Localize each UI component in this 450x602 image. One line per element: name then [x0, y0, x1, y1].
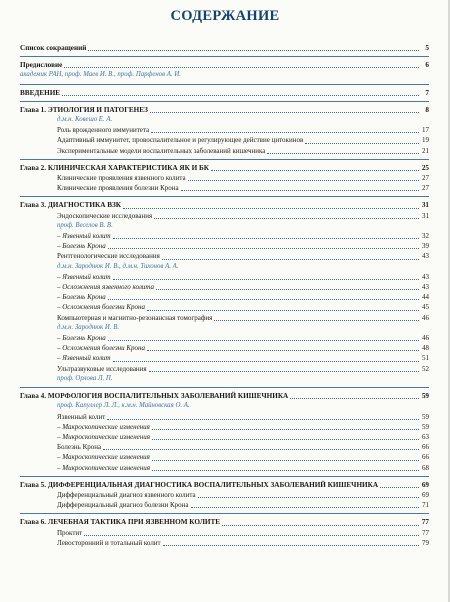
- page-number: 17: [422, 126, 429, 135]
- author-credit: проф. Капуллер Л. Л., к.м.н. Майновская О. А.: [57, 402, 190, 410]
- toc-section-front: [20, 84, 429, 101]
- chapter-heading[interactable]: [20, 391, 429, 401]
- page-number: 68: [422, 463, 429, 472]
- dot-leader: [163, 544, 419, 546]
- page-number: 63: [422, 432, 429, 441]
- entry-title: Рентгенологические исследования: [57, 252, 160, 261]
- entry-title: – Микроскопические изменения: [57, 432, 150, 441]
- page-number: 45: [422, 303, 429, 312]
- toc-subentry[interactable]: [20, 333, 429, 343]
- toc-entry[interactable]: [20, 135, 429, 145]
- toc-subentry[interactable]: [20, 241, 429, 251]
- entry-title: Адаптивный иммунитет, провоспалительное и регулирующее действие цитокинов: [57, 136, 304, 145]
- toc-subentry[interactable]: [20, 282, 429, 292]
- dot-leader: [151, 131, 419, 133]
- dot-leader: [152, 459, 419, 461]
- entry-title: Список сокращений: [20, 44, 87, 52]
- dot-leader: [191, 506, 419, 508]
- toc-entry[interactable]: [20, 538, 429, 548]
- entry-title: Клинические проявления язвенного колита: [57, 174, 186, 183]
- toc-chapter: [20, 159, 429, 197]
- entry-title: Дифференциальный диагноз болезни Крона: [57, 501, 189, 510]
- page-number: 19: [422, 136, 429, 145]
- dot-leader: [62, 94, 419, 96]
- page-number: 71: [422, 501, 429, 510]
- dot-leader: [84, 534, 419, 536]
- dot-leader: [198, 496, 419, 498]
- toc-subentry[interactable]: [20, 343, 429, 353]
- toc-subentry[interactable]: [20, 463, 429, 473]
- toc-chapter: [20, 387, 429, 476]
- toc-subentry[interactable]: [20, 422, 429, 432]
- chapter-title: Глава 6. ЛЕЧЕБНАЯ ТАКТИКА ПРИ ЯЗВЕННОМ КОЛИТЕ: [20, 518, 221, 527]
- chapter-heading[interactable]: [20, 200, 429, 210]
- page-number: 27: [422, 174, 429, 183]
- entry-title: – Осложнения болезни Крона: [57, 344, 146, 353]
- entry-title: – Микроскопические изменения: [57, 463, 150, 472]
- toc-chapter: [20, 476, 429, 514]
- dot-leader: [156, 288, 419, 290]
- toc-subentry[interactable]: [20, 292, 429, 302]
- dot-leader: [113, 278, 419, 280]
- toc-entry[interactable]: [20, 313, 429, 323]
- page-number: 66: [422, 443, 429, 452]
- chapter-title: Глава 1. ЭТИОЛОГИЯ И ПАТОГЕНЕЗ: [20, 105, 148, 114]
- entry-title: Эндоскопические исследования: [57, 211, 153, 220]
- dot-leader: [147, 309, 419, 311]
- page-number: 79: [422, 538, 429, 547]
- page-number: 21: [422, 146, 429, 155]
- dot-leader: [152, 428, 419, 430]
- toc-entry[interactable]: [20, 442, 429, 452]
- dot-leader: [64, 66, 419, 68]
- toc-entry[interactable]: [20, 125, 429, 135]
- chapter-title: Глава 2. КЛИНИЧЕСКАЯ ХАРАКТЕРИСТИКА ЯК И БК: [20, 163, 209, 172]
- page-title: СОДЕРЖАНИЕ: [170, 8, 280, 24]
- page-number: 48: [422, 344, 429, 353]
- toc-entry[interactable]: [20, 500, 429, 510]
- dot-leader: [108, 339, 419, 341]
- entry-title: – Макроскопические изменения: [57, 422, 150, 431]
- toc-entry[interactable]: [20, 364, 429, 374]
- author-credit: д.м.н. Зароднюк И. В., д.м.н. Тихонов А. А.: [57, 262, 179, 270]
- entry-title: Экспериментальные модели воспалительных заболеваний кишечника: [57, 146, 266, 155]
- dot-leader: [113, 360, 419, 362]
- table-of-contents: [20, 40, 429, 551]
- chapter-heading[interactable]: [20, 163, 429, 173]
- author-credit: д.м.н. Ковешо Е. А.: [57, 116, 113, 124]
- toc-subentry[interactable]: [20, 353, 429, 363]
- chapter-heading[interactable]: [20, 480, 429, 490]
- entry-title: – Язвенный колит: [57, 354, 111, 363]
- page-number: 27: [422, 184, 429, 193]
- entry-title: Дифференциальный диагноз язвенного колита: [57, 490, 196, 499]
- dot-leader: [267, 152, 419, 154]
- dot-leader: [290, 397, 419, 399]
- page-number: 59: [421, 392, 429, 401]
- entry-title: ВВЕДЕНИЕ: [20, 88, 61, 97]
- page-number: 46: [422, 334, 429, 343]
- toc-entry[interactable]: [20, 211, 429, 221]
- entry-title: Проктит: [57, 528, 83, 537]
- chapter-heading[interactable]: [20, 517, 429, 527]
- dot-leader: [103, 448, 419, 450]
- dot-leader: [88, 49, 419, 51]
- toc-entry[interactable]: [20, 251, 429, 261]
- chapter-heading[interactable]: [20, 105, 429, 115]
- page-number: 8: [425, 105, 429, 114]
- toc-chapter: [20, 196, 429, 387]
- page-number: 44: [422, 293, 429, 302]
- page-number: 59: [422, 412, 429, 421]
- entry-title: – Язвенный колит: [57, 272, 111, 281]
- entry-title: – Осложнения язвенного колита: [57, 283, 155, 292]
- dot-leader: [108, 247, 419, 249]
- page-number: 66: [422, 453, 429, 462]
- entry-title: – Болезнь Крона: [57, 242, 106, 251]
- entry-title: Клинические проявления болезни Крона: [57, 184, 179, 193]
- page-number: 69: [422, 490, 429, 499]
- chapter-title: Глава 3. ДИАГНОСТИКА ВЗК: [20, 201, 121, 210]
- dot-leader: [211, 169, 419, 171]
- page-number: 31: [421, 201, 429, 210]
- toc-entry[interactable]: [20, 88, 429, 98]
- page-number: 43: [422, 283, 429, 292]
- page-number: 7: [425, 88, 429, 97]
- dot-leader: [147, 349, 419, 351]
- author-credit: д.м.н. Зароднюк И. В.: [57, 323, 120, 331]
- dot-leader: [305, 142, 419, 144]
- dot-leader: [380, 486, 419, 488]
- toc-chapter: [20, 513, 429, 551]
- dot-leader: [108, 298, 419, 300]
- toc-chapter: [20, 101, 429, 159]
- page-number: 39: [422, 242, 429, 251]
- entry-title: – Макроскопические изменения: [57, 453, 150, 462]
- page-number: 51: [422, 354, 429, 363]
- dot-leader: [162, 258, 419, 260]
- author-credit: проф. Орлова Л. П.: [57, 374, 113, 382]
- page-number: 6: [425, 61, 429, 70]
- toc-subentry[interactable]: [20, 302, 429, 312]
- toc-section-front: [20, 56, 429, 83]
- toc-entry[interactable]: [20, 183, 429, 193]
- page-number: 32: [422, 232, 429, 241]
- entry-title: – Болезнь Крона: [57, 334, 106, 343]
- entry-title: Ультразвуковые исследования: [57, 364, 147, 373]
- dot-leader: [150, 111, 419, 113]
- page-number: 77: [422, 528, 429, 537]
- page-number: 5: [425, 44, 429, 52]
- page-number: 69: [421, 480, 429, 489]
- page-number: 52: [422, 364, 429, 373]
- toc-entry[interactable]: [20, 60, 429, 70]
- toc-entry[interactable]: [20, 412, 429, 422]
- entry-title: Роль врожденного иммунитета: [57, 126, 150, 135]
- dot-leader: [214, 319, 419, 321]
- entry-title: Левосторонний и тотальный колит: [57, 538, 161, 547]
- dot-leader: [113, 237, 419, 239]
- toc-subentry[interactable]: [20, 272, 429, 282]
- page-number: 31: [422, 211, 429, 220]
- entry-title: – Болезнь Крона: [57, 293, 106, 302]
- page-number: 46: [422, 313, 429, 322]
- page-number: 43: [422, 252, 429, 261]
- dot-leader: [188, 179, 419, 181]
- toc-subentry[interactable]: [20, 231, 429, 241]
- chapter-title: Глава 5. ДИФФЕРЕНЦИАЛЬНАЯ ДИАГНОСТИКА ВОСПАЛИТЕЛЬНЫХ ЗАБОЛЕВАНИЙ КИШЕЧНИКА: [20, 480, 379, 489]
- dot-leader: [107, 418, 419, 420]
- entry-title: Компьютерная и магнитно-резонансная томография: [57, 313, 213, 322]
- page-number: 43: [422, 272, 429, 281]
- entry-title: Болезнь Крона: [57, 443, 102, 452]
- toc-subentry[interactable]: [20, 452, 429, 462]
- toc-entry[interactable]: [20, 146, 429, 156]
- entry-title: Предисловие: [20, 61, 63, 70]
- page-number: 77: [421, 518, 429, 527]
- dot-leader: [149, 370, 419, 372]
- toc-subentry[interactable]: [20, 432, 429, 442]
- dot-leader: [154, 217, 419, 219]
- dot-leader: [152, 469, 419, 471]
- dot-leader: [181, 189, 419, 191]
- toc-entry[interactable]: [20, 173, 429, 183]
- entry-title: – Осложнения болезни Крона: [57, 303, 146, 312]
- entry-title: Язвенный колит: [57, 412, 106, 421]
- dot-leader: [152, 438, 419, 440]
- toc-section-front: [20, 40, 429, 56]
- toc-entry[interactable]: [20, 43, 429, 53]
- dot-leader: [222, 524, 419, 526]
- entry-title: – Язвенный колит: [57, 232, 111, 241]
- page-number: 25: [421, 163, 429, 172]
- toc-entry[interactable]: [20, 528, 429, 538]
- page-number: 59: [422, 422, 429, 431]
- toc-entry[interactable]: [20, 490, 429, 500]
- author-credit: академик РАН, проф. Маев И. В., проф. Парфенов А. И.: [20, 71, 181, 79]
- author-credit: проф. Веселов В. В.: [57, 221, 113, 229]
- chapter-title: Глава 4. МОРФОЛОГИЯ ВОСПАЛИТЕЛЬНЫХ ЗАБОЛЕВАНИЙ КИШЕЧНИКА: [20, 392, 289, 401]
- dot-leader: [123, 207, 419, 209]
